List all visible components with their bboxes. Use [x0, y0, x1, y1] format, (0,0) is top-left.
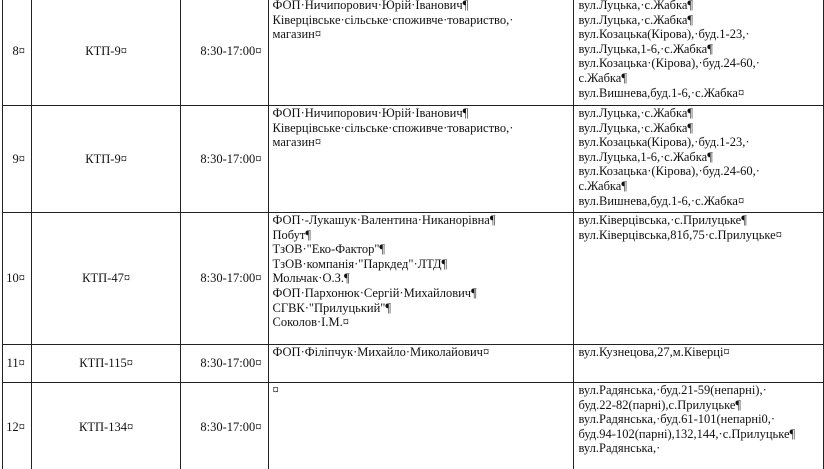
time-cell: 8:30-17:00¤ [181, 213, 268, 345]
row-number: 9¤ [3, 106, 32, 213]
address-line: вул.Луцька,·с.Жабка¶ [578, 120, 694, 135]
address-line: вул.Радянська,·буд.61-101(непарні0,· [578, 412, 776, 427]
time-cell: 8:30-17:00¤ [181, 383, 268, 469]
consumer-line: Побут¶ [272, 227, 312, 242]
row-number: 11¤ [3, 345, 32, 383]
address-line: вул.Ківерцівська,·с.Прилуцьке¶ [578, 213, 747, 227]
consumer-line: СГВК·"Прилуцький"¶ [272, 300, 392, 315]
address-line: вул.Луцька,·с.Жабка¶ [578, 106, 694, 120]
address-line: вул.Кузнецова,27,м.Ківерці¤ [578, 345, 730, 359]
consumer-line: ФОП·Ничипорович·Юрій·Іванович¶ [272, 106, 469, 120]
table-row [3, 106, 824, 213]
consumer-line: Мольчак·О.З.¶ [272, 271, 350, 286]
consumer-line: магазин¤ [272, 135, 322, 150]
consumers-cell [268, 106, 574, 213]
address-line: вул.Козацька·(Кірова),·буд.24-60,· [578, 56, 760, 71]
substation-cell: КТП-9¤ [31, 0, 180, 106]
row-number: 8¤ [3, 0, 32, 106]
table-row [3, 0, 824, 106]
consumer-line: магазин¤ [272, 27, 322, 42]
consumer-line: Соколов·І.М.¤ [272, 315, 349, 330]
consumer-line: ФОП·Пархонюк·Сергій·Михайлович¶ [272, 285, 477, 300]
consumers-cell [268, 383, 574, 469]
addresses-cell [574, 213, 824, 345]
time-cell: 8:30-17:00¤ [181, 345, 268, 383]
address-line: вул.Вишнева,буд.1-6,·с.Жабка¤ [578, 193, 745, 208]
consumer-line: ФОП·Ничипорович·Юрій·Іванович¶ [272, 0, 469, 12]
row-number: 12¤ [3, 383, 32, 469]
consumer-line: ФОП·-Лукашук·Валентина·Никанорівна¶ [272, 213, 496, 227]
address-line: буд.94-102(парні),132,144,·с.Прилуцьке¶ [578, 426, 796, 441]
table-row [3, 213, 824, 345]
address-line: вул.Ківерцівська,81б,75·с.Прилуцьке¤ [578, 227, 782, 242]
consumer-line: ¤ [272, 383, 279, 397]
time-cell: 8:30-17:00¤ [181, 106, 268, 213]
row-number: 10¤ [3, 213, 32, 345]
consumer-line: Ківерцівське·сільське·споживче·товариство,· [272, 12, 514, 27]
consumer-line: Ківерцівське·сільське·споживче·товариство,· [272, 120, 514, 135]
address-line: вул.Вишнева,буд.1-6,·с.Жабка¤ [578, 85, 745, 100]
consumer-line: ТзОВ·"Еко-Фактор"¶ [272, 242, 386, 257]
consumer-line: ФОП·Філіпчук·Михайло·Миколайович¤ [272, 345, 490, 359]
outage-schedule-table [2, 0, 824, 469]
address-line: вул.Луцька,1-6,·с.Жабка¶ [578, 149, 713, 164]
table-row [3, 383, 824, 469]
address-line: вул.Радянська,·буд.21-59(непарні),· [578, 383, 767, 397]
substation-cell: КТП-47¤ [31, 213, 180, 345]
substation-cell: КТП-115¤ [31, 345, 180, 383]
address-line: вул.Луцька,·с.Жабка¶ [578, 0, 694, 12]
addresses-cell [574, 383, 824, 469]
address-line: вул.Луцька,1-6,·с.Жабка¶ [578, 41, 713, 56]
time-cell: 8:30-17:00¤ [181, 0, 268, 106]
address-line: вул.Радянська,· [578, 441, 661, 456]
address-line: вул.Козацька·(Кірова),·буд.24-60,· [578, 164, 760, 179]
substation-cell: КТП-9¤ [31, 106, 180, 213]
address-line: вул.Козацька(Кірова),·буд.1-23,· [578, 135, 750, 150]
substation-cell: КТП-134¤ [31, 383, 180, 469]
address-line: вул.Козацька(Кірова),·буд.1-23,· [578, 27, 750, 42]
addresses-cell [574, 106, 824, 213]
table-row [3, 345, 824, 383]
address-line: вул.Луцька,·с.Жабка¶ [578, 12, 694, 27]
consumers-cell [268, 213, 574, 345]
address-line: с.Жабка¶ [578, 178, 628, 193]
consumers-cell [268, 345, 574, 383]
address-line: буд.22-82(парні),с.Прилуцьке¶ [578, 397, 742, 412]
address-line: с.Жабка¶ [578, 70, 628, 85]
consumers-cell [268, 0, 574, 106]
addresses-cell [574, 345, 824, 383]
consumer-line: ТзОВ·компанія·"Паркдед"·ЛТД¶ [272, 256, 448, 271]
addresses-cell [574, 0, 824, 106]
